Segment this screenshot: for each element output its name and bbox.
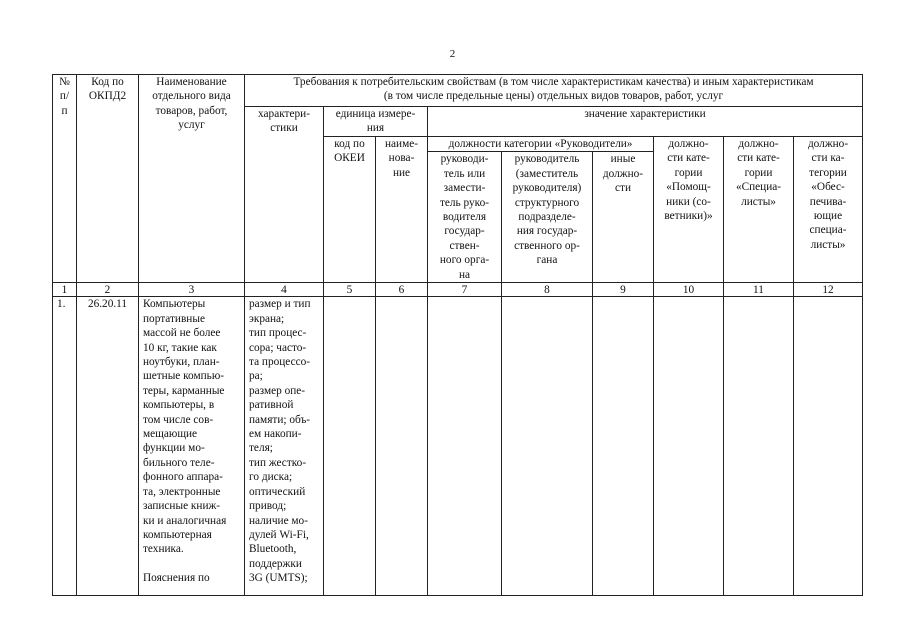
column-number: 7 [428, 283, 502, 297]
row-okei-code [324, 297, 376, 596]
column-number: 12 [794, 283, 863, 297]
row-value-specialists [724, 297, 794, 596]
column-number: 10 [654, 283, 724, 297]
header-managers-category: должности категории «Руководители» [428, 137, 654, 152]
row-characteristic: размер и тип экрана; тип процес- сора; часто- та процессо- ра; размер опе- ративной памяти; объ- ем накопи- теля; тип жестко- го диска; оптический привод; наличие мо- дулей Wi-Fi, Bluetooth, поддержки 3G (UMTS); [245, 297, 324, 596]
header-head-structural-unit: руководитель (заместитель руководителя) структурного подразделе- ния государ- ственного ор- гана [502, 152, 593, 283]
header-item-name: Наименование отдельного вида товаров, работ, услуг [139, 75, 245, 283]
row-value-assistants [654, 297, 724, 596]
column-numbers-row [53, 283, 863, 297]
column-number: 4 [245, 283, 324, 297]
column-number: 8 [502, 283, 593, 297]
header-other-positions: иные должно- сти [593, 152, 654, 283]
column-number: 6 [376, 283, 428, 297]
row-value-other-positions [593, 297, 654, 596]
header-unit: единица измере- ния [324, 107, 428, 137]
row-number: 1. [53, 297, 77, 596]
column-number: 3 [139, 283, 245, 297]
row-value-head-state-body [428, 297, 502, 596]
header-specialists: должно- сти кате- гории «Специа- листы» [724, 137, 794, 283]
header-head-state-body: руководи- тель или замести- тель руко- водителя государ- ствен- ного орга- на [428, 152, 502, 283]
header-characteristic-value: значение характеристики [428, 107, 863, 137]
header-okei-code: код по ОКЕИ [324, 137, 376, 283]
row-value-support-specialists [794, 297, 863, 596]
header-support-specialists: должно- сти ка- тегории «Обес- печива- ющие специа- листы» [794, 137, 863, 283]
header-assistants: должно- сти кате- гории «Помощ- ники (со- ветники)» [654, 137, 724, 283]
row-unit-name [376, 297, 428, 596]
column-number: 1 [53, 283, 77, 297]
column-number: 2 [77, 283, 139, 297]
column-number: 5 [324, 283, 376, 297]
header-number: № п/ п [53, 75, 77, 283]
column-number: 9 [593, 283, 654, 297]
header-requirements: Требования к потребительским свойствам (в том числе характеристикам качества) и иным характеристикам (в том числе предельные цены) отдельных видов товаров, работ, услуг [245, 75, 863, 107]
requirements-table [52, 74, 863, 596]
header-unit-name: наимe- нова- ние [376, 137, 428, 283]
row-item-name: Компьютеры портативные массой не более 10 кг, такие как ноутбуки, план- шетные компью- теры, карманные компьютеры, в том числе сов- мещающие функции мо- бильного теле- фонного аппара- та, электронные записные книж- ки и аналогичная компьютерная техника. Пояснения по [139, 297, 245, 596]
header-okpd-code: Код по ОКПД2 [77, 75, 139, 283]
page-number: 2 [449, 48, 456, 60]
row-okpd-code: 26.20.11 [77, 297, 139, 596]
row-value-head-structural [502, 297, 593, 596]
column-number: 11 [724, 283, 794, 297]
table-row [53, 297, 863, 596]
header-characteristic: характери- стики [245, 107, 324, 283]
